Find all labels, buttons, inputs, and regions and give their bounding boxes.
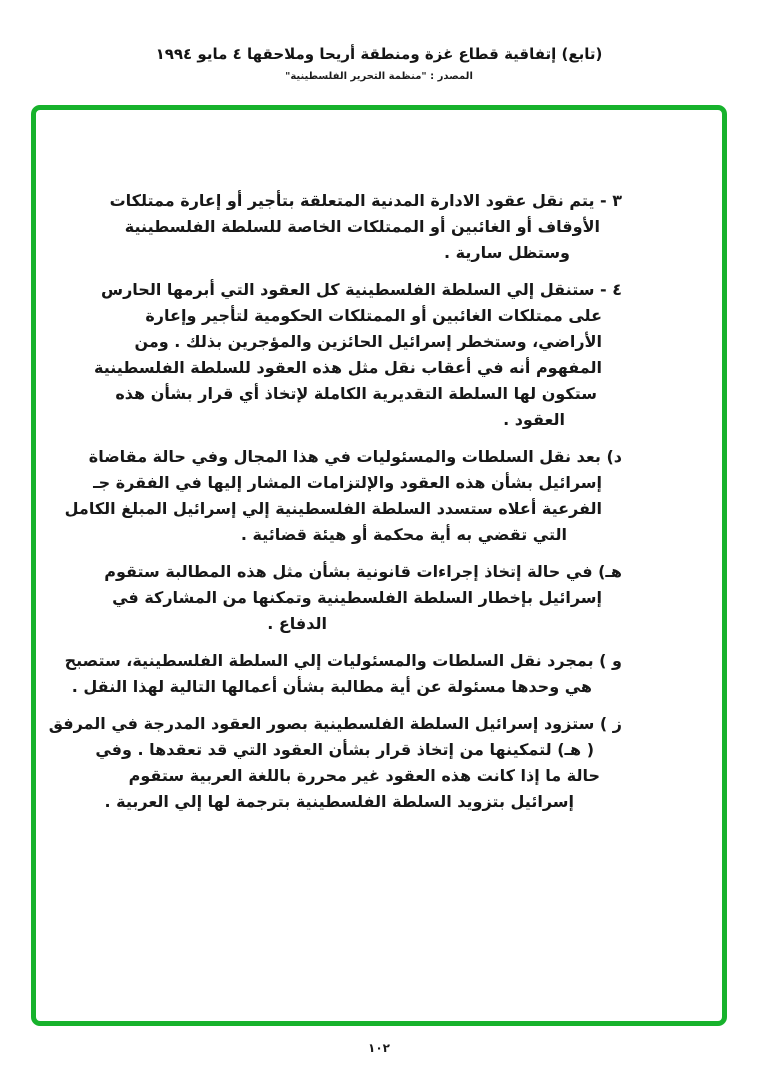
paragraph-w-marker-line: و ) بمجرد نقل السلطات والمسئوليات إلي السلطة الفلسطينية، ستصبح	[64, 651, 622, 670]
text-line: الأوقاف أو الغائبين أو الممتلكات الخاصة للسلطة الفلسطينية	[124, 217, 600, 236]
paragraph-4	[94, 277, 622, 433]
paragraph-h	[104, 559, 622, 637]
paragraph-h-marker-line: هـ) في حالة إتخاذ إجراءات قانونية بشأن مثل هذه المطالبة ستقوم	[104, 562, 622, 581]
text-line: ( هـ) لتمكينها من إتخاذ قرار بشأن العقود التي قد تعقدها . وفي	[95, 740, 594, 759]
text-line: الأراضي، وستخطر إسرائيل الحائزين والمؤجرين بذلك . ومن	[134, 332, 602, 351]
doc-title: (تابع) إتفاقية قطاع غزة ومنطقة أريحا وملاحقها ٤ مايو ١٩٩٤	[155, 45, 603, 63]
text-line: إسرائيل بإخطار السلطة الفلسطينية وتمكنها من المشاركة في	[112, 588, 602, 607]
text-line: وستظل سارية .	[444, 243, 570, 262]
doc-header	[0, 44, 758, 82]
paragraph-d	[64, 444, 622, 548]
document-body	[48, 188, 622, 826]
text-line: ستكون لها السلطة التقديرية الكاملة لإتخاذ أي قرار بشأن هذه	[115, 384, 597, 403]
text-line: إسرائيل بتزويد السلطة الفلسطينية بترجمة لها إلي العربية .	[104, 792, 574, 811]
doc-source: المصدر : "منظمة التحرير الفلسطينية"	[285, 71, 473, 82]
paragraph-z-marker-line: ز ) ستزود إسرائيل السلطة الفلسطينية بصور العقود المدرجة في المرفق	[48, 714, 622, 733]
text-line: التي تقضي به أية محكمة أو هيئة قضائية .	[240, 525, 567, 544]
text-line: حالة ما إذا كانت هذه العقود غير محررة باللغة العربية ستقوم	[128, 766, 600, 785]
text-line: على ممتلكات الغائبين أو الممتلكات الحكومية لتأجير وإعارة	[145, 306, 602, 325]
paragraph-w	[64, 648, 622, 700]
paragraph-3	[109, 188, 622, 266]
paragraph-z	[48, 711, 622, 815]
paragraph-d-marker-line: د) بعد نقل السلطات والمسئوليات في هذا المجال وفي حالة مقاضاة	[88, 447, 622, 466]
green-border-frame	[31, 105, 727, 1026]
paragraph-4-marker-line: ٤ - ستنقل إلي السلطة الفلسطينية كل العقود التي أبرمها الحارس	[101, 280, 622, 299]
text-line: الفرعية أعلاه ستسدد السلطة الفلسطينية إلي إسرائيل المبلغ الكامل	[64, 499, 602, 518]
text-line: هي وحدها مسئولة عن أية مطالبة بشأن أعمالها التالية لهذا النقل .	[71, 677, 592, 696]
text-line: المفهوم أنه في أعقاب نقل مثل هذه العقود للسلطة الفلسطينية	[94, 358, 602, 377]
text-line: العقود .	[503, 410, 565, 429]
text-line: الدفاع .	[267, 614, 327, 633]
page-number: ١٠٢	[368, 1041, 390, 1055]
paragraph-3-marker-line: ٣ - يتم نقل عقود الادارة المدنية المتعلقة بتأجير أو إعارة ممتلكات	[109, 191, 622, 210]
text-line: إسرائيل بشأن هذه العقود والإلتزامات المشار إليها في الفقرة جـ	[93, 473, 602, 492]
